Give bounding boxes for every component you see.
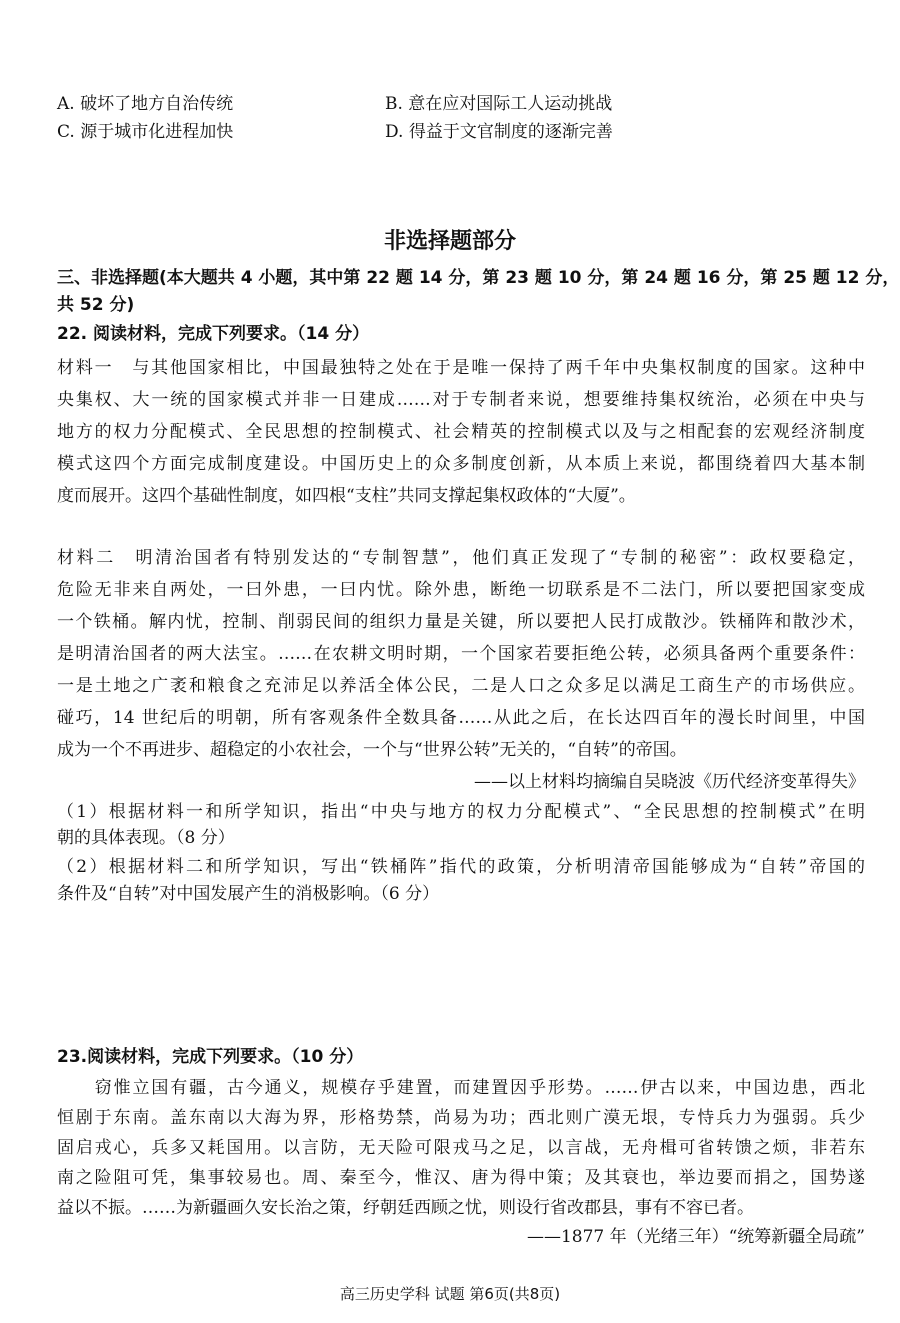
q22-material1-line: 度而展开。这四个基础性制度，如四根“支柱”共同支撑起集权政体的“大厦”。 — [57, 486, 636, 506]
q23-title: 23.阅读材料，完成下列要求。（10 分） — [57, 1047, 364, 1067]
q22-material1-line: 地方的权力分配模式、全民思想的控制模式、社会精英的控制模式以及与之相配套的宏观经济制度 — [57, 422, 865, 442]
part3-heading-line1: 三、非选择题(本大题共 4 小题，其中第 22 题 14 分，第 23 题 10 分，第 24 题 16 分，第 25 题 12 分， — [57, 268, 900, 288]
q22-subquestion2-line: （2）根据材料二和所学知识，写出“铁桶阵”指代的政策，分析明清帝国能够成为“自转”帝国的 — [57, 857, 865, 877]
q22-title: 22. 阅读材料，完成下列要求。（14 分） — [57, 324, 370, 344]
q22-material2-line: 材料二 明清治国者有特别发达的“专制智慧”，他们真正发现了“专制的秘密”：政权要稳定， — [57, 548, 865, 568]
q23-source: ——1877 年（光绪三年）“统筹新疆全局疏” — [526, 1227, 865, 1247]
option-c: C. 源于城市化进程加快 — [57, 122, 234, 142]
q22-subquestion1-line: （1）根据材料一和所学知识，指出“中央与地方的权力分配模式”、“全民思想的控制模式”在明 — [57, 802, 865, 822]
q22-subquestion2-line: 条件及“自转”对中国发展产生的消极影响。（6 分） — [57, 884, 440, 904]
q22-source: ——以上材料均摘编自吴晓波《历代经济变革得失》 — [474, 772, 865, 792]
part3-heading-line2: 共 52 分) — [57, 295, 135, 315]
q23-text-line: 固启戎心，兵多又耗国用。以言防，无天险可限戎马之足，以言战，无舟楫可省转馈之烦，非若东 — [57, 1138, 865, 1158]
q23-text-line: 南之险阻可凭，集事较易也。周、秦至今，惟汉、唐为得中策；及其衰也，举边要而捐之，国势遂 — [57, 1168, 865, 1188]
q22-material2-line: 一个铁桶。解内忧，控制、削弱民间的组织力量是关键，所以要把人民打成散沙。铁桶阵和散沙术， — [57, 612, 865, 632]
option-d: D. 得益于文官制度的逐渐完善 — [385, 122, 613, 142]
q22-material2-line: 是明清治国者的两大法宝。……在农耕文明时期，一个国家若要拒绝公转，必须具备两个重要条件： — [57, 644, 865, 664]
section-title: 非选择题部分 — [383, 229, 516, 254]
q23-text-line: 窃惟立国有疆，古今通义，规模存乎建置，而建置因乎形势。……伊古以来，中国边患，西北 — [57, 1078, 865, 1098]
q22-material2-line: 碰巧，14 世纪后的明朝，所有客观条件全数具备……从此之后，在长达四百年的漫长时间里，中国 — [57, 708, 865, 728]
q22-material2-line: 成为一个不再进步、超稳定的小农社会，一个与“世界公转”无关的，“自转”的帝国。 — [57, 740, 687, 760]
q22-material1-line: 模式这四个方面完成制度建设。中国历史上的众多制度创新，从本质上来说，都围绕着四大基本制 — [57, 454, 865, 474]
q23-text-line: 恒剧于东南。盖东南以大海为界，形格势禁，尚易为功；西北则广漠无垠，专恃兵力为强弱。兵少 — [57, 1108, 865, 1128]
q23-text-line: 益以不振。……为新疆画久安长治之策，纾朝廷西顾之忧，则设行省改郡县，事有不容已者。 — [57, 1198, 754, 1218]
option-b: B. 意在应对国际工人运动挑战 — [385, 94, 613, 114]
option-a: A. 破坏了地方自治传统 — [57, 94, 234, 114]
q22-material1-line: 央集权、大一统的国家模式并非一日建成……对于专制者来说，想要维持集权统治，必须在中央与 — [57, 390, 865, 410]
q22-material2-line: 一是土地之广袤和粮食之充沛足以养活全体公民，二是人口之众多足以满足工商生产的市场供应。 — [57, 676, 865, 696]
page-footer: 高三历史学科 试题 第6页(共8页) — [339, 1285, 561, 1303]
q22-material2-line: 危险无非来自两处，一曰外患，一曰内忧。除外患，断绝一切联系是不二法门，所以要把国家变成 — [57, 580, 865, 600]
q22-subquestion1-line: 朝的具体表现。（8 分） — [57, 828, 235, 848]
answer-options — [57, 90, 757, 146]
q22-material1-line: 材料一 与其他国家相比，中国最独特之处在于是唯一保持了两千年中央集权制度的国家。这种中 — [57, 358, 865, 378]
